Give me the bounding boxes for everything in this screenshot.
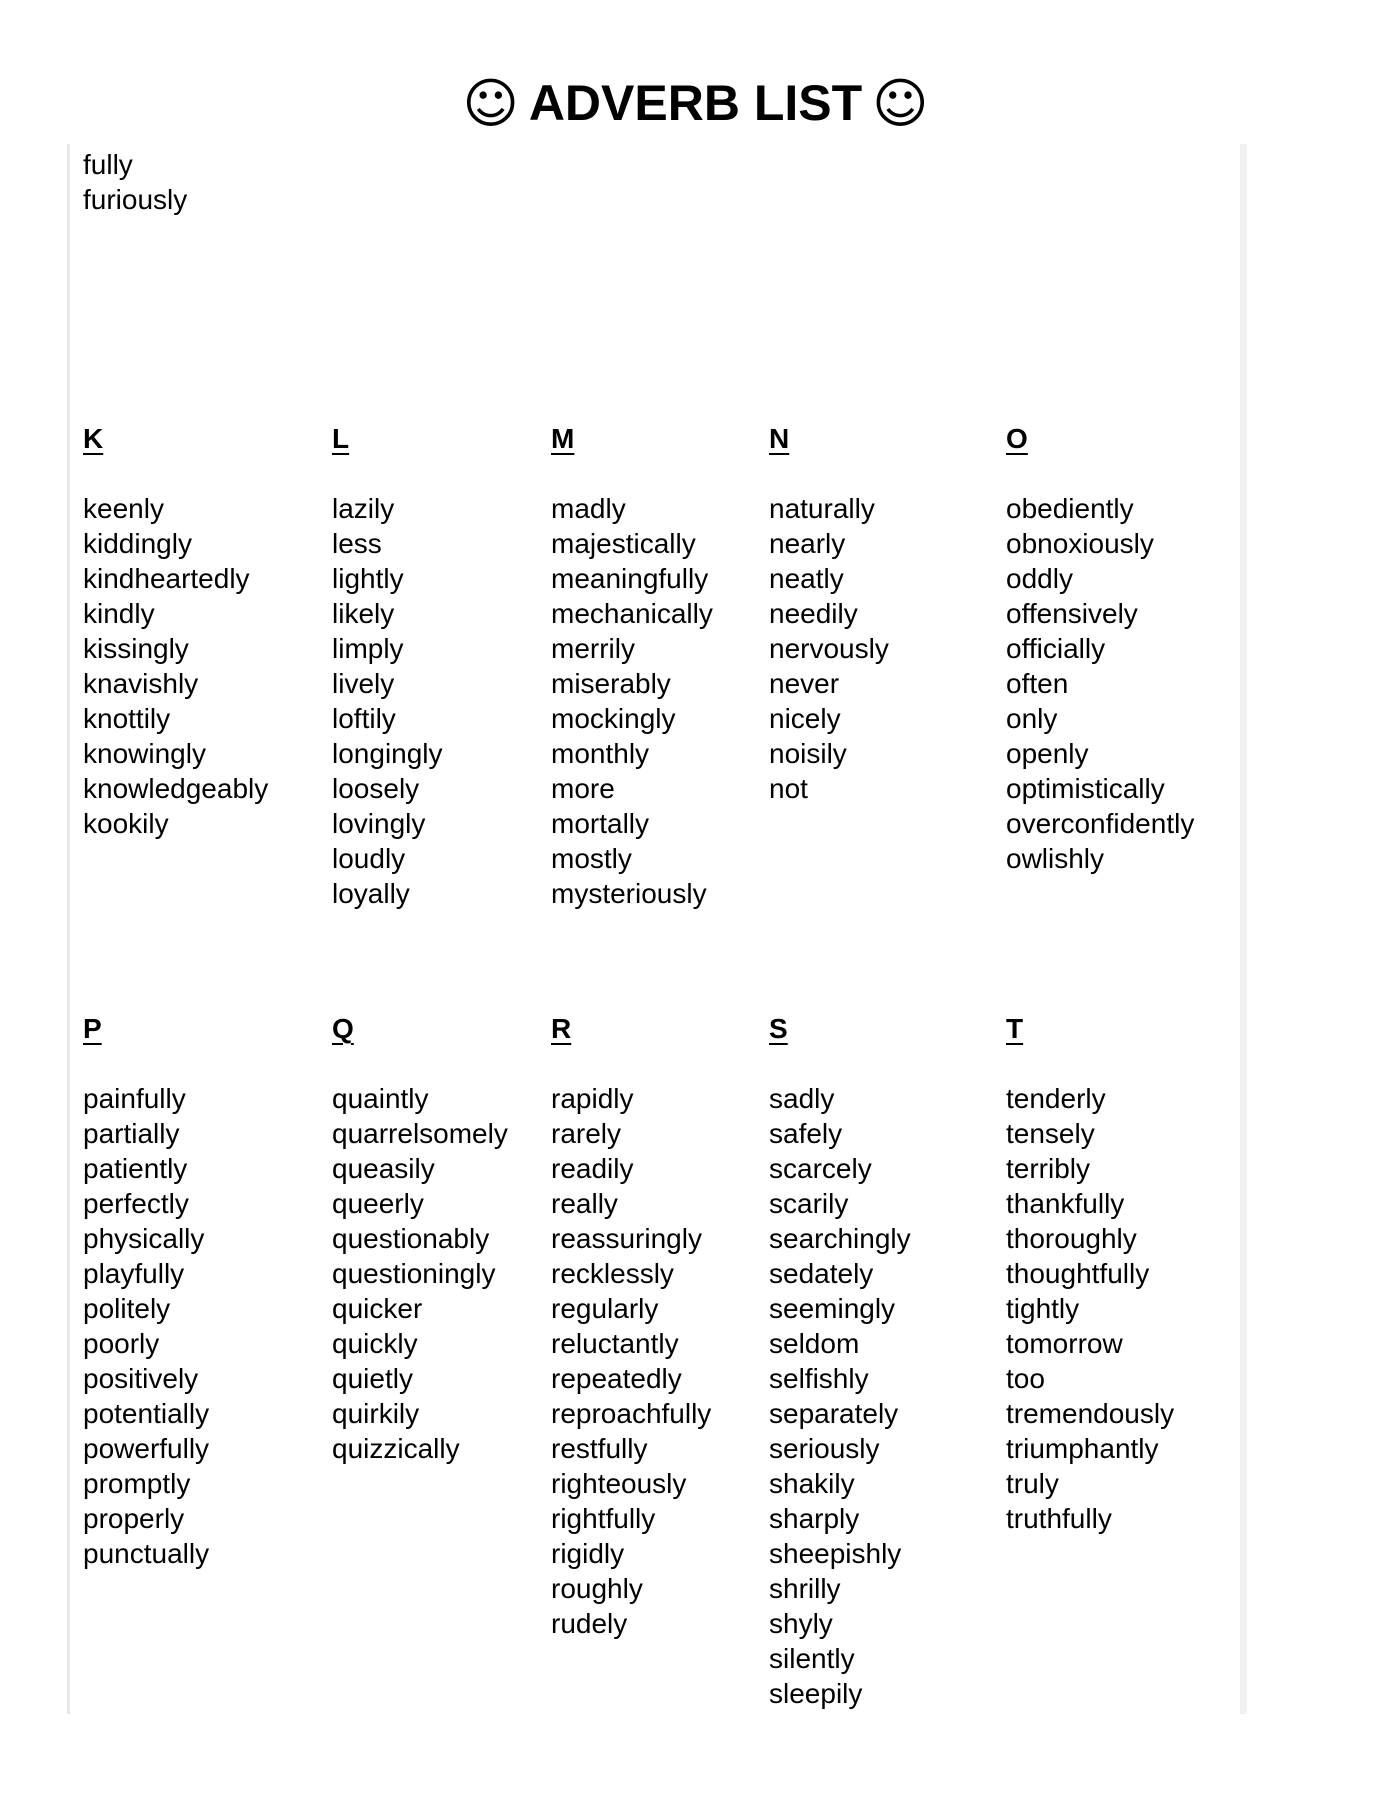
column-spacer <box>769 1046 911 1081</box>
intro-word: furiously <box>83 184 188 215</box>
adverb-word: knavishly <box>83 668 199 699</box>
adverb-word: painfully <box>83 1083 186 1114</box>
adverb-word: selfishly <box>769 1363 869 1394</box>
adverb-word: righteously <box>551 1468 687 1499</box>
adverb-word: knowledgeably <box>83 773 269 804</box>
adverb-word: repeatedly <box>551 1363 682 1394</box>
adverb-word: kissingly <box>83 633 189 664</box>
adverb-word: readily <box>551 1153 634 1184</box>
column-letter-S: S <box>769 1013 788 1044</box>
column-spacer <box>1006 1046 1174 1081</box>
adverb-word: loftily <box>332 703 396 734</box>
adverb-word: nervously <box>769 633 889 664</box>
adverb-word: loyally <box>332 878 410 909</box>
adverb-word: officially <box>1006 633 1106 664</box>
adverb-column-T <box>1006 1011 1174 1536</box>
adverb-word: naturally <box>769 493 875 524</box>
adverb-column-Q <box>332 1011 508 1466</box>
adverb-word: quizzically <box>332 1433 460 1464</box>
adverb-word: kindly <box>83 598 155 629</box>
adverb-word: often <box>1006 668 1069 699</box>
content-left-border <box>67 144 70 1714</box>
adverb-word: mortally <box>551 808 650 839</box>
adverb-word: triumphantly <box>1006 1433 1159 1464</box>
adverb-word: merrily <box>551 633 635 664</box>
column-letter-T: T <box>1006 1013 1024 1044</box>
adverb-word: shakily <box>769 1468 855 1499</box>
adverb-word: quarrelsomely <box>332 1118 508 1149</box>
adverb-word: noisily <box>769 738 847 769</box>
column-spacer <box>551 456 713 491</box>
column-spacer <box>83 456 268 491</box>
adverb-word: loosely <box>332 773 420 804</box>
adverb-word: really <box>551 1188 618 1219</box>
adverb-word: positively <box>83 1363 199 1394</box>
adverb-word: scarily <box>769 1188 849 1219</box>
adverb-word: partially <box>83 1118 180 1149</box>
adverb-word: quaintly <box>332 1083 429 1114</box>
adverb-column-R <box>551 1011 711 1641</box>
adverb-word: queerly <box>332 1188 424 1219</box>
adverb-word: lightly <box>332 563 404 594</box>
adverb-word: more <box>551 773 615 804</box>
adverb-word: scarcely <box>769 1153 872 1184</box>
adverb-word: seriously <box>769 1433 880 1464</box>
adverb-word: mockingly <box>551 703 676 734</box>
adverb-word: kiddingly <box>83 528 192 559</box>
adverb-word: truthfully <box>1006 1503 1112 1534</box>
adverb-word: safely <box>769 1118 843 1149</box>
adverb-word: loudly <box>332 843 406 874</box>
adverb-word: knottily <box>83 703 171 734</box>
column-letter-Q: Q <box>332 1013 354 1044</box>
intro-word: fully <box>83 149 133 180</box>
adverb-word: tremendously <box>1006 1398 1175 1429</box>
adverb-word: neatly <box>769 563 844 594</box>
adverb-word: thoughtfully <box>1006 1258 1150 1289</box>
adverb-word: kindheartedly <box>83 563 250 594</box>
adverb-word: quicker <box>332 1293 423 1324</box>
adverb-word: tensely <box>1006 1118 1095 1149</box>
adverb-word: mechanically <box>551 598 713 629</box>
adverb-word: reluctantly <box>551 1328 679 1359</box>
adverb-word: promptly <box>83 1468 191 1499</box>
column-letter-R: R <box>551 1013 572 1044</box>
adverb-word: separately <box>769 1398 899 1429</box>
adverb-column-S <box>769 1011 911 1711</box>
adverb-word: properly <box>83 1503 185 1534</box>
adverb-word: madly <box>551 493 626 524</box>
column-spacer <box>551 1046 711 1081</box>
adverb-word: queasily <box>332 1153 435 1184</box>
adverb-word: searchingly <box>769 1223 911 1254</box>
adverb-word: potentially <box>83 1398 210 1429</box>
adverb-column-K <box>83 421 268 841</box>
adverb-word: rudely <box>551 1608 628 1639</box>
adverb-column-N <box>769 421 889 806</box>
adverb-word: mysteriously <box>551 878 707 909</box>
adverb-word: thoroughly <box>1006 1223 1137 1254</box>
smiley-icon: ☺ <box>872 72 929 135</box>
intro-word-list <box>83 147 187 217</box>
column-spacer <box>1006 456 1194 491</box>
column-spacer <box>769 456 889 491</box>
adverb-word: knowingly <box>83 738 206 769</box>
adverb-word: less <box>332 528 382 559</box>
adverb-word: lively <box>332 668 395 699</box>
adverb-word: roughly <box>551 1573 643 1604</box>
adverb-word: too <box>1006 1363 1045 1394</box>
adverb-word: quirkily <box>332 1398 420 1429</box>
adverb-word: obediently <box>1006 493 1134 524</box>
adverb-word: reproachfully <box>551 1398 712 1429</box>
adverb-word: restfully <box>551 1433 648 1464</box>
page-title-text: ADVERB LIST <box>528 75 863 131</box>
column-spacer <box>83 1046 209 1081</box>
adverb-word: rapidly <box>551 1083 634 1114</box>
adverb-word: keenly <box>83 493 164 524</box>
adverb-word: offensively <box>1006 598 1138 629</box>
adverb-word: needily <box>769 598 858 629</box>
adverb-word: thankfully <box>1006 1188 1125 1219</box>
adverb-word: mostly <box>551 843 632 874</box>
adverb-word: regularly <box>551 1293 659 1324</box>
adverb-word: overconfidently <box>1006 808 1195 839</box>
adverb-word: reassuringly <box>551 1223 702 1254</box>
adverb-word: nicely <box>769 703 841 734</box>
adverb-word: nearly <box>769 528 846 559</box>
adverb-word: seemingly <box>769 1293 896 1324</box>
adverb-word: truly <box>1006 1468 1059 1499</box>
adverb-word: shrilly <box>769 1573 841 1604</box>
adverb-word: optimistically <box>1006 773 1165 804</box>
adverb-word: longingly <box>332 738 443 769</box>
adverb-word: rarely <box>551 1118 622 1149</box>
adverb-word: patiently <box>83 1153 188 1184</box>
adverb-word: meaningfully <box>551 563 709 594</box>
adverb-word: shyly <box>769 1608 833 1639</box>
adverb-word: limply <box>332 633 404 664</box>
adverb-word: silently <box>769 1643 855 1674</box>
adverb-word: punctually <box>83 1538 210 1569</box>
scrollbar-track[interactable] <box>1240 144 1247 1714</box>
adverb-word: sedately <box>769 1258 874 1289</box>
adverb-word: lovingly <box>332 808 426 839</box>
adverb-word: politely <box>83 1293 171 1324</box>
adverb-column-O <box>1006 421 1194 876</box>
adverb-word: rightfully <box>551 1503 656 1534</box>
column-letter-L: L <box>332 423 350 454</box>
adverb-word: not <box>769 773 808 804</box>
adverb-word: quickly <box>332 1328 418 1359</box>
adverb-word: kookily <box>83 808 169 839</box>
column-letter-N: N <box>769 423 790 454</box>
adverb-word: tomorrow <box>1006 1328 1123 1359</box>
adverb-word: miserably <box>551 668 671 699</box>
adverb-word: tenderly <box>1006 1083 1106 1114</box>
adverb-word: playfully <box>83 1258 185 1289</box>
adverb-word: majestically <box>551 528 696 559</box>
column-spacer <box>332 1046 508 1081</box>
adverb-word: recklessly <box>551 1258 674 1289</box>
adverb-word: rigidly <box>551 1538 625 1569</box>
column-letter-K: K <box>83 423 104 454</box>
adverb-word: tightly <box>1006 1293 1080 1324</box>
adverb-word: likely <box>332 598 395 629</box>
adverb-word: quietly <box>332 1363 413 1394</box>
adverb-word: sheepishly <box>769 1538 902 1569</box>
adverb-word: never <box>769 668 840 699</box>
adverb-word: terribly <box>1006 1153 1091 1184</box>
adverb-word: questionably <box>332 1223 490 1254</box>
adverb-word: obnoxiously <box>1006 528 1154 559</box>
adverb-word: lazily <box>332 493 395 524</box>
adverb-word: poorly <box>83 1328 160 1359</box>
adverb-column-P <box>83 1011 209 1571</box>
adverb-word: physically <box>83 1223 205 1254</box>
adverb-word: monthly <box>551 738 650 769</box>
adverb-word: sharply <box>769 1503 860 1534</box>
adverb-word: powerfully <box>83 1433 210 1464</box>
column-spacer <box>332 456 443 491</box>
column-letter-P: P <box>83 1013 102 1044</box>
adverb-word: sadly <box>769 1083 835 1114</box>
adverb-word: oddly <box>1006 563 1073 594</box>
page-title <box>0 74 1391 133</box>
column-letter-M: M <box>551 423 575 454</box>
smiley-icon: ☺ <box>462 72 519 135</box>
adverb-column-L <box>332 421 443 911</box>
adverb-word: seldom <box>769 1328 860 1359</box>
column-letter-O: O <box>1006 423 1028 454</box>
adverb-word: owlishly <box>1006 843 1105 874</box>
adverb-column-M <box>551 421 713 911</box>
adverb-word: perfectly <box>83 1188 189 1219</box>
adverb-word: only <box>1006 703 1058 734</box>
adverb-word: openly <box>1006 738 1089 769</box>
adverb-word: sleepily <box>769 1678 863 1709</box>
adverb-word: questioningly <box>332 1258 496 1289</box>
